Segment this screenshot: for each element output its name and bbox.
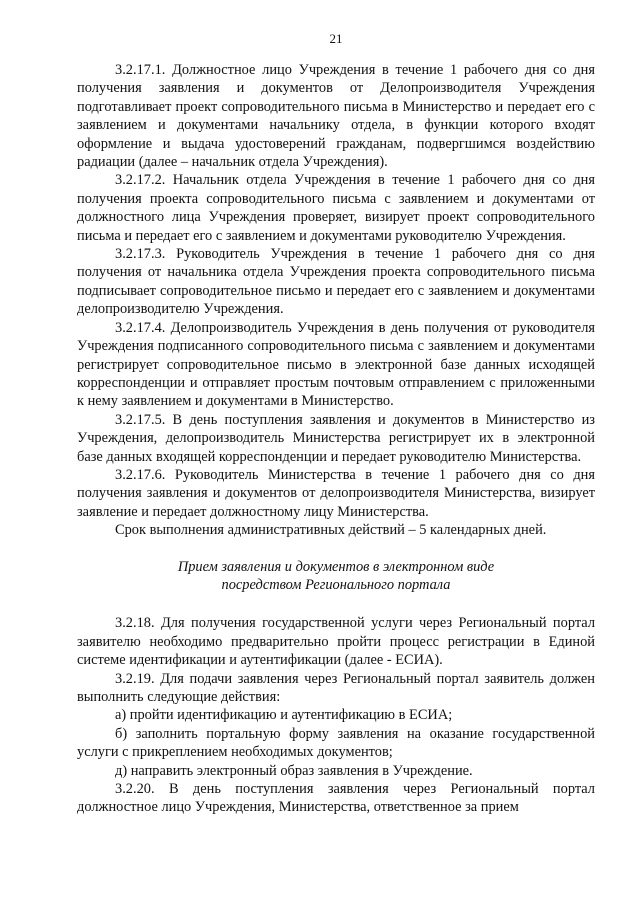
paragraph-3-2-19: 3.2.19. Для подачи заявления через Региональный портал заявитель должен выполнить следующие действия: [77,670,595,705]
paragraph-3-2-17-5: 3.2.17.5. В день поступления заявления и документов в Министерство из Учреждения, делопроизводитель Министерства регистрирует их в электронной базе данных входящей корреспонденции и передает руководителю Министерства. [77,411,595,465]
list-item-d: д) направить электронный образ заявления в Учреждение. [115,762,473,779]
paragraph-3-2-18: 3.2.18. Для получения государственной услуги через Региональный портал заявителю необходимо предварительно пройти процесс регистрации в Единой системе идентификации и аутентификации (далее - ЕСИА). [77,615,595,669]
paragraph-3-2-17-3: 3.2.17.3. Руководитель Учреждения в течение 1 рабочего дня со дня получения от начальника отдела Учреждения проекта сопроводительного письма подписывает сопроводительное письмо и передает его с заявлением и документами делопроизводителю Учреждения. [77,246,595,318]
section-heading [77,558,595,595]
list-item-b: б) заполнить портальную форму заявления на оказание государственной услуги с прикреплением необходимых документов; [77,725,595,761]
paragraph-3-2-17-4: 3.2.17.4. Делопроизводитель Учреждения в день получения от руководителя Учреждения подписанного сопроводительного письма с заявлением и документами регистрирует сопроводительное письмо в электронной базе данных исходящей корреспонденции и отправляет простым почтовым отправлением с приложенными к нему заявлением и документами в Министерство. [77,319,595,410]
paragraph-3-2-20: 3.2.20. В день поступления заявления через Региональный портал должностное лицо Учреждения, Министерства, ответственное за прием [77,781,595,816]
section-heading-line-2: посредством Регионального портала [221,576,451,593]
list-item-a: а) пройти идентификацию и аутентификацию в ЕСИА; [115,707,453,724]
section-heading-line-1: Прием заявления и документов в электронном виде [177,558,495,575]
paragraph-deadline: Срок выполнения административных действий – 5 календарных дней. [115,522,547,539]
paragraph-3-2-17-6: 3.2.17.6. Руководитель Министерства в течение 1 рабочего дня со дня получения заявления и документов от делопроизводителя Министерства, визирует заявление и передает должностному лицу Министерства. [77,466,595,520]
page-number: 21 [329,31,343,46]
paragraph-3-2-17-1: 3.2.17.1. Должностное лицо Учреждения в течение 1 рабочего дня со дня получения заявления и документов от Делопроизводителя Учреждения подготавливает проект сопроводительного письма в Министерство и передает его с заявлением и документами начальнику отдела, в функции которого входят оформление и выдача удостоверений гражданам, подвергшимся воздействию радиации (далее – начальник отдела Учреждения). [77,62,595,171]
document-page [77,31,595,817]
paragraph-3-2-17-2: 3.2.17.2. Начальник отдела Учреждения в течение 1 рабочего дня со дня получения проекта сопроводительного письма с заявлением и документами от должностного лица Учреждения проверяет, визирует проект сопроводительного письма и передает его с заявлением и документами руководителю Учреждения. [77,172,595,244]
